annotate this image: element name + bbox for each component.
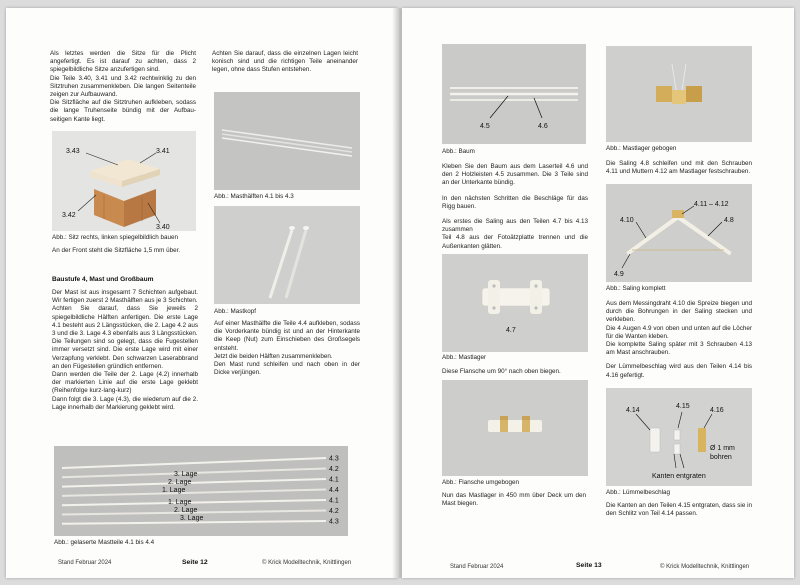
paragraph: Als erstes die Saling aus den Teilen 4.7 bis 4.13 zusammen — [442, 218, 588, 234]
paragraph: Dann werden die Teile der 2. Lage (4.2) innerhalb der markierten Linie auf die erste Lage geklebt (Reihenfolge kurz-lang-kurz) — [52, 371, 198, 395]
label-4-8: 4.8 — [724, 217, 734, 224]
footer-stand: Stand Februar 2024 — [450, 564, 504, 570]
paragraph: Die Teilungen sind so gelegt, dass die Fugestellen immer versetzt sind. Die erste Lage wird mit einer Verzapfung verklebt. Den schwarzen Laserabbrand an den Fügestellen gründlich entfernen. — [52, 338, 198, 370]
label-3-41: 3.41 — [156, 148, 170, 155]
mastlager-photo — [442, 254, 588, 352]
layer-name-label: 2. Lage — [168, 479, 192, 486]
label-4-15: 4.15 — [676, 403, 690, 410]
footer-page: Seite 12 — [182, 559, 208, 566]
label-3-43: 3.43 — [66, 148, 80, 155]
layer-part-label: 4.2 — [329, 466, 339, 473]
section-heading: Baustufe 4, Mast und Großbaum — [52, 276, 154, 283]
paragraph: Dann folgt die 3. Lage (4.3), die wiederum auf die 2. Lage innerhalb der Markierung geklebt wird. — [52, 395, 198, 411]
label-4-5: 4.5 — [480, 123, 490, 130]
saling-text: Die Saling 4.8 schleifen und mit den Schrauben 4.11 und Muttern 4.12 am Mastlager festschrauben. — [606, 160, 752, 176]
paragraph: Aus dem Messingdraht 4.10 die Spreize biegen und durch die Bohrungen in der Saling stecken und verkleben. — [606, 300, 752, 324]
luemmel-caption: Abb.: Lümmelbeschlag — [606, 489, 671, 496]
label-4-7: 4.7 — [506, 327, 516, 334]
paragraph: Auf einer Masthälfte die Teile 4.4 aufkleben, sodass die Vorderkante bündig ist und an der Hinterkante die Keep (Nut) zum Einschieben des Großsegels entsteht. — [214, 320, 360, 352]
paragraph: Jetzt die beiden Hälften zusammenkleben. — [214, 352, 333, 360]
mastlager-caption: Abb.: Mastlager — [442, 354, 487, 361]
right-page — [402, 8, 794, 578]
paragraph: Kleben Sie den Baum aus dem Laserteil 4.6 und den 2 Holzleisten 4.5 zusammen. Die 3 Teile sind an der Unterkante bündig. — [442, 163, 588, 187]
layers-caption: Abb.: gelaserte Mastteile 4.1 bis 4.4 — [54, 539, 155, 546]
seat-caption: Abb.: Sitz rechts, linken spiegelbildlich bauen — [52, 234, 179, 241]
label-4-16: 4.16 — [710, 407, 724, 414]
paragraph: Die Teile 3.40, 3.41 und 3.42 rechtwinklig zu den Sitztruhen zusammenkleben. Die langen Seitenteile zeigen zur Aufbauwand. — [50, 74, 196, 99]
paragraph: Die Sitzfläche auf die Sitztruhen aufkleben, sodass die lange Truhenseite bündig mit der Aufbau-seitigen Kante liegt. — [50, 99, 196, 123]
flansche-note: Diese Flansche um 90° nach oben biegen. — [442, 368, 561, 375]
paragraph: Die 4 Augen 4.9 von oben und unten auf die Löcher für die Wanten kleben. — [606, 324, 752, 340]
label-kanten: Kanten entgraten — [652, 473, 706, 480]
front-note: An der Front steht die Sitzfläche 1,5 mm über. — [52, 247, 181, 254]
footer-page: Seite 13 — [576, 562, 602, 569]
mast-layers-photo — [54, 446, 348, 536]
bent-photo — [606, 46, 752, 142]
saling-photo — [606, 184, 752, 282]
label-4-9: 4.9 — [614, 271, 624, 278]
paragraph: Die komplette Saling später mit 3 Schrauben 4.13 am Mast anschrauben. — [606, 341, 752, 357]
layer-part-label: 4.3 — [329, 455, 339, 463]
flansche-caption: Abb.: Flansche umgebogen — [442, 479, 520, 486]
layer-name-label: 1. Lage — [168, 499, 192, 506]
masthalves-caption: Abb.: Masthälften 4.1 bis 4.3 — [214, 193, 294, 200]
label-3-40: 3.40 — [156, 224, 170, 231]
label-3-42: 3.42 — [62, 212, 76, 219]
label-4-14: 4.14 — [626, 407, 640, 414]
paragraph: Als letztes werden die Sitze für die Plicht angefertigt. Es ist darauf zu achten, dass 2 spiegelbildliche Sitze anzufertigen sind. — [50, 50, 196, 74]
paragraph: Der Mast ist aus insgesamt 7 Schichten aufgebaut. Wir fertigen zuerst 2 Masthälften aus je 3 Schichten. — [52, 289, 198, 305]
kanten-text: Die Kanten an den Teilen 4.15 entgraten, dass sie in den Schlitz von Teil 4.14 passen. — [606, 502, 752, 518]
label-4-6: 4.6 — [538, 123, 548, 130]
layer-name-label: 3. Lage — [174, 471, 198, 478]
seat-photo — [52, 131, 196, 231]
baum-text — [442, 163, 588, 251]
layer-part-label: 4.1 — [329, 476, 339, 484]
footer-copyright: © Krick Modelltechnik, Knittlingen — [660, 564, 750, 570]
luemmel-photo — [606, 388, 752, 486]
saling-caption: Abb.: Saling komplett — [606, 285, 666, 292]
label-drill: bohren — [710, 454, 732, 461]
layer-name-label: 1. Lage — [162, 487, 186, 494]
mastkopf-caption: Abb.: Mastkopf — [214, 308, 256, 315]
col2-intro: Achten Sie darauf, dass die einzelnen Lagen leicht konisch sind und die richtigen Teile aneinander legen, ohne dass Stufen entstehen. — [212, 50, 358, 74]
messing-text — [606, 300, 752, 380]
layer-name-label: 3. Lage — [180, 515, 204, 522]
layer-part-label: 4.3 — [329, 518, 339, 526]
footer-copyright: © Krick Modelltechnik, Knittlingen — [262, 560, 352, 566]
flansche-photo — [442, 380, 588, 476]
layer-part-label: 4.1 — [329, 497, 339, 505]
label-4-10: 4.10 — [620, 217, 634, 224]
baum-photo — [442, 44, 586, 144]
mast-text — [52, 289, 198, 412]
seat-intro-text — [50, 50, 196, 124]
paragraph: Teil 4.8 aus der Fotoätzplatte trennen und die Außenkanten glätten. — [442, 234, 588, 250]
paragraph: In den nächsten Schritten die Beschläge für das Rigg bauen. — [442, 194, 588, 210]
masthalves-photo — [214, 92, 360, 190]
layer-part-label: 4.4 — [329, 487, 339, 494]
layer-name-label: 2. Lage — [174, 507, 198, 514]
left-page — [6, 8, 398, 578]
paragraph: Achten Sie darauf, dass Sie jeweils 2 spiegelbildliche Hälften anfertigen. Die erste Lage 4.1 besteht aus 2 Längsstücken, die 2. Lage 4.2 aus 3 und die 3. Lage 4.3 ebenfalls aus 3 Längsstücken. — [52, 305, 198, 338]
mastkopf-photo — [214, 206, 360, 304]
col2-text — [214, 320, 360, 377]
baum-caption: Abb.: Baum — [442, 148, 475, 155]
label-4-11-4-12: 4.11 – 4.12 — [694, 201, 729, 208]
layer-part-label: 4.2 — [329, 508, 339, 515]
mastlager-text: Nun das Mastlager in 450 mm über Deck um den Mast biegen. — [442, 492, 586, 508]
paragraph: Der Lümmelbeschlag wird aus den Teilen 4.14 bis 4.16 gefertigt. — [606, 363, 752, 379]
bent-caption: Abb.: Mastlager gebogen — [606, 145, 677, 152]
label-drill-size: Ø 1 mm — [710, 445, 735, 452]
footer-stand: Stand Februar 2024 — [58, 560, 112, 566]
paragraph: Den Mast rund schleifen und nach oben in der Dicke verjüngen. — [214, 361, 360, 377]
